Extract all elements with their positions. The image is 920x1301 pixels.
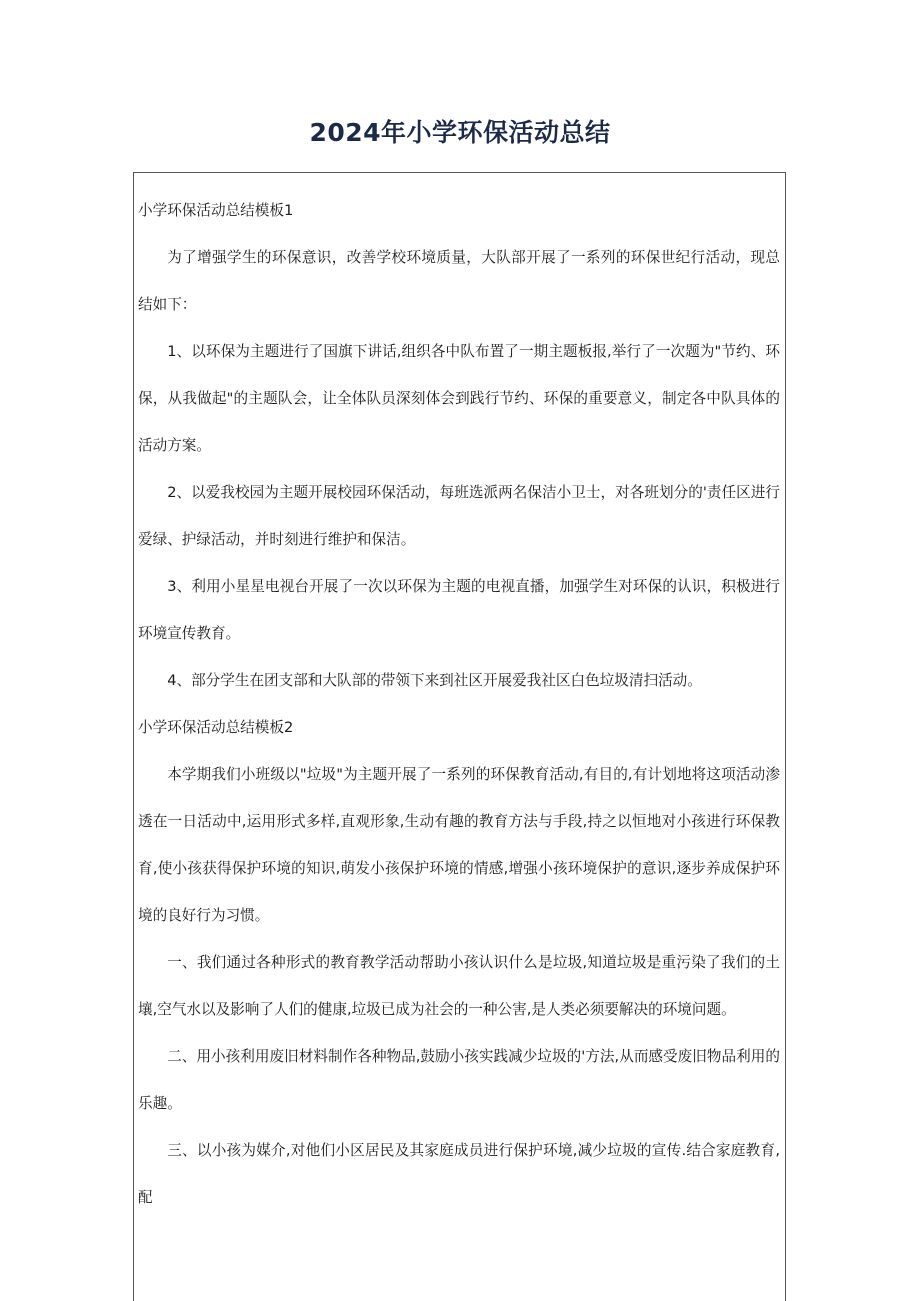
page-title: 2024年小学环保活动总结 bbox=[309, 118, 611, 147]
paragraph: 本学期我们小班级以"垃圾"为主题开展了一系列的环保教育活动,有目的,有计划地将这项活动渗透在一日活动中,运用形式多样,直观形象,生动有趣的教育方法与手段,持之以恒地对小孩进行环保教育,使小孩获得保护环境的知识,萌发小孩保护环境的情感,增强小孩环境保护的意识,逐步养成保护环境的良好行为习惯。 bbox=[138, 766, 780, 924]
paragraph: 三、以小孩为媒介,对他们小区居民及其家庭成员进行保护环境,减少垃圾的宣传.结合家庭教育,配 bbox=[138, 1142, 780, 1206]
paragraph: 3、利用小星星电视台开展了一次以环保为主题的电视直播，加强学生对环保的认识，积极进行环境宣传教育。 bbox=[138, 578, 780, 642]
section-heading-1: 小学环保活动总结模板1 bbox=[138, 202, 294, 219]
paragraph: 1、以环保为主题进行了国旗下讲话,组织各中队布置了一期主题板报,举行了一次题为"节约、环保，从我做起"的主题队会，让全体队员深刻体会到践行节约、环保的重要意义，制定各中队具体的活动方案。 bbox=[138, 343, 780, 454]
paragraph: 2、以爱我校园为主题开展校园环保活动，每班选派两名保洁小卫士，对各班划分的'责任区进行爱绿、护绿活动，并时刻进行维护和保洁。 bbox=[138, 484, 780, 548]
document-body bbox=[133, 172, 786, 1301]
section-heading-2: 小学环保活动总结模板2 bbox=[138, 719, 294, 736]
text-flow bbox=[134, 173, 785, 1221]
paragraph: 一、我们通过各种形式的教育教学活动帮助小孩认识什么是垃圾,知道垃圾是重污染了我们的土壤,空气水以及影响了人们的健康,垃圾已成为社会的一种公害,是人类必须要解决的环境问题。 bbox=[138, 954, 780, 1018]
paragraph: 4、部分学生在团支部和大队部的带领下来到社区开展爱我社区白色垃圾清扫活动。 bbox=[167, 672, 702, 689]
paragraph: 为了增强学生的环保意识，改善学校环境质量，大队部开展了一系列的环保世纪行活动，现总结如下： bbox=[138, 249, 780, 313]
paragraph: 二、用小孩利用废旧材料制作各种物品,鼓励小孩实践减少垃圾的'方法,从而感受废旧物品利用的乐趣。 bbox=[138, 1048, 780, 1112]
